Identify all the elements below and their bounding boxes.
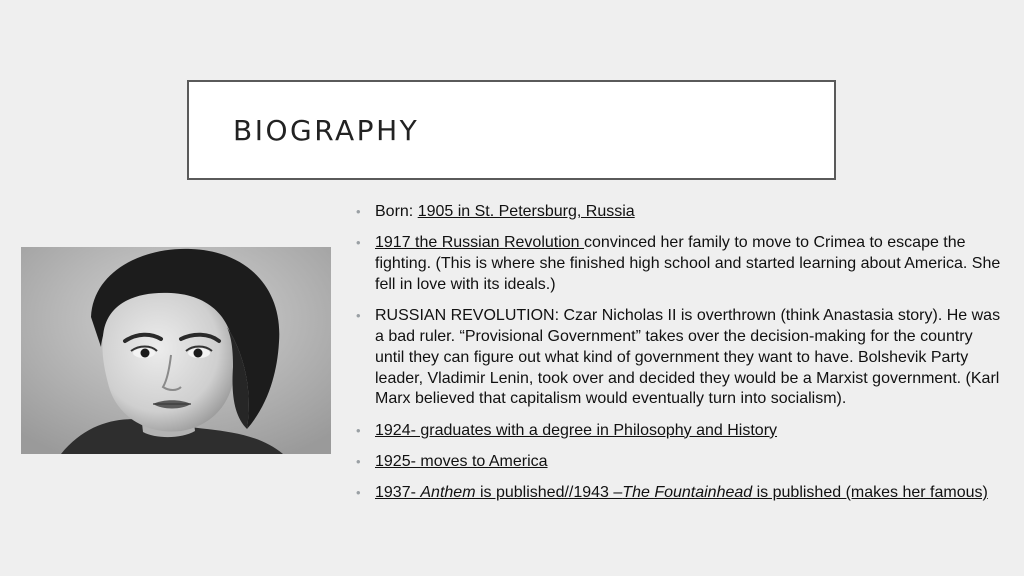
- bullet-revolution-1917: [375, 233, 1005, 295]
- fountainhead-title: The Fountainhead: [622, 484, 753, 502]
- bullet-text: Born:: [375, 203, 418, 220]
- pub-text-2: is published//1943 –: [475, 484, 623, 502]
- bullet-1937: [375, 483, 1005, 504]
- america-link[interactable]: 1925- moves to America: [375, 452, 548, 470]
- bullet-1925: [375, 452, 1005, 473]
- bullet-list: [375, 202, 1005, 515]
- graduates-link[interactable]: 1924- graduates with a degree in Philosophy and History: [375, 421, 778, 439]
- portrait-photo: [21, 247, 331, 454]
- anthem-title: Anthem: [420, 484, 476, 502]
- bullet-russian-revolution: [375, 306, 1005, 410]
- slide-title: BIOGRAPHY: [233, 114, 420, 147]
- publications-link[interactable]: [375, 484, 988, 501]
- born-link[interactable]: 1905 in St. Petersburg, Russia: [417, 203, 635, 220]
- bullet-text: convinced her family to move to Crimea to escape the fighting. (This is where she finished high school and started learning about America. She fell in love with its ideals.): [375, 234, 1001, 293]
- pub-text-3: is published (makes her famous): [752, 484, 988, 502]
- bullet-text: RUSSIAN REVOLUTION: Czar Nicholas II is overthrown (think Anastasia story). He was a bad ruler. “Provisional Government” takes over the decision-making for the country until they can figure out what kind of government they want to have. Bolshevik Party leader, Vladimir Lenin, took over and decided they would be a Marxist government. (Karl Marx believed that capitalism would eventually turn into socialism).: [375, 307, 1001, 408]
- bullet-1924: [375, 421, 1005, 442]
- bullet-born: [375, 202, 1005, 223]
- revolution-link[interactable]: 1917 the Russian Revolution: [375, 234, 585, 252]
- pub-text-1: 1937-: [375, 484, 421, 502]
